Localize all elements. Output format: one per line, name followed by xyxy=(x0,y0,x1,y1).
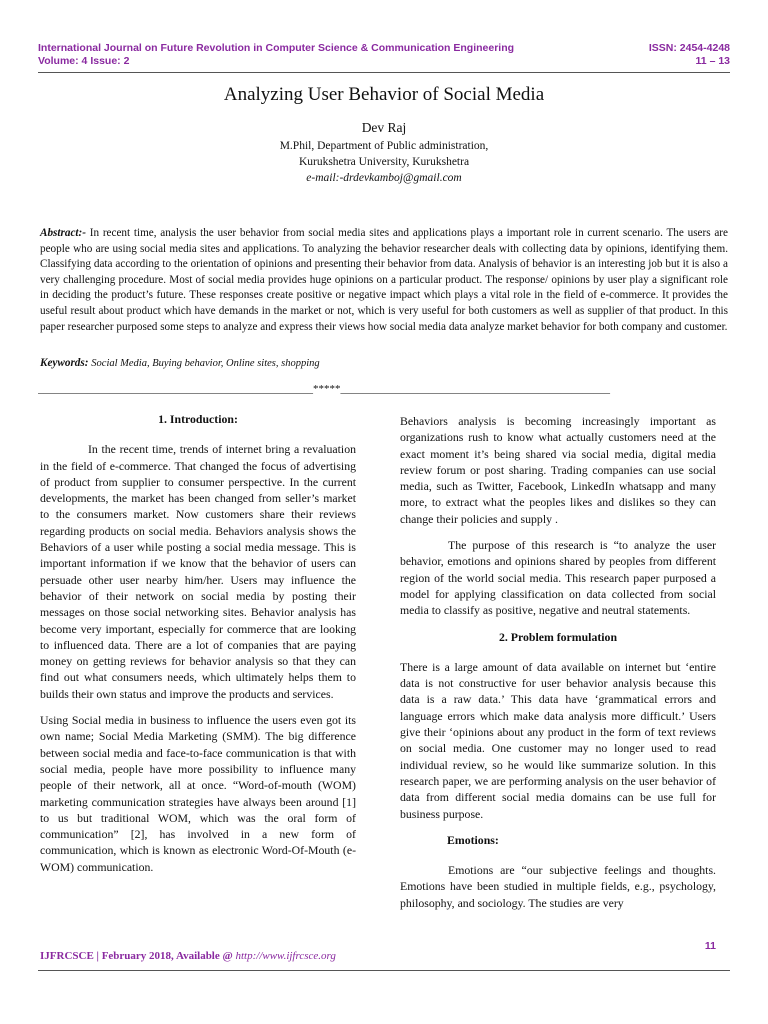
emotions-paragraph: Emotions are “our subjective feelings and thoughts. Emotions have been studied in multiple fields, e.g., psychology, philosophy, and sociology. The studies are very xyxy=(400,863,716,910)
abstract-text: In recent time, analysis the user behavior from social media sites and applications plays a important role in current scenario. The users are people who are using social media sites and applications. To analyzing the behavior researcher deals with collecting data by opinions, identifying them. Classifying data according to the orientation of opinions and presenting their behavior from data. Analysis of behavior is an interesting job but it is also a very challenging procedure. Most of social media provides huge opinions on a particular product. The response/ opinions by user play a significant role in deciding the product’s future. These responses create positive or negative impact which plays a vital role in the field of e-commerce. It provides the useful result about product which have demands in the market or not, which is very useful for both customers as well as supplier of that product. In this paper researcher purposed some steps to analyze and express their views how social media data analyze market behavior for both company and customer. xyxy=(40,227,728,333)
abstract xyxy=(40,226,728,335)
footer xyxy=(40,950,336,962)
footer-rule xyxy=(38,970,730,971)
keywords-label: Keywords: xyxy=(40,357,89,369)
intro-heading: 1. Introduction: xyxy=(158,412,238,426)
page-range: 11 – 13 xyxy=(695,55,730,67)
author-name: Dev Raj xyxy=(361,120,407,135)
author-email: e-mail:-drdevkamboj@gmail.com xyxy=(306,172,462,184)
intro-paragraph-1: In the recent time, trends of internet bring a revaluation in the field of e-commerce. That changed the focus of advertising of product from supplier to consumer perspective. In the current developments, the market has been changed from seller’s market to the consumers market. Now customers share their reviews regarding products on social media. Behaviors analysis shows the Behaviors of a user while posting a social media message. This is important information if we know that the behavior of users can persuade other user nearby him/her. Users may influence the behavior of their network on social media by posting their messages on those social networking sites. Behavior analysis has become very important, especially for commerce that are looking to influenced data. There are a lot of companies that are paying money on getting reviews for behavior analysis so that they can find out what consumers needs, which ultimately helps them to builds their own status and improve the products and services. xyxy=(40,442,356,701)
right-column xyxy=(400,413,716,921)
keywords xyxy=(40,357,728,369)
right-paragraph-2: The purpose of this research is “to analyze the user behavior, emotions and opinions shared by peoples from different region of the world social media. This research paper purposed a model for applying classification on data collected from social media to classify as positive, negative and neutral statements. xyxy=(400,538,716,618)
left-column xyxy=(40,411,356,885)
footer-url-link[interactable]: http://www.ijfrcsce.org xyxy=(235,950,336,962)
author-affiliation-1: M.Phil, Department of Public administration, xyxy=(279,140,489,152)
right-paragraph-1: Behaviors analysis is becoming increasingly important as organizations rush to know what actually customers need at the exact moment it’s being shared via social media, digital media review forum or post sharing. Trading companies can use social media, such as Twitter, Facebook, LinkedIn whatsapp and many more, to extract what the peoples likes and dislikes so they can change their policies and supply . xyxy=(400,414,716,526)
paper-title: Analyzing User Behavior of Social Media xyxy=(223,84,545,105)
footer-text: IJFRCSCE | February 2018, Available @ xyxy=(40,950,236,962)
journal-name: International Journal on Future Revolution in Computer Science & Communication Engineering xyxy=(38,42,515,54)
problem-paragraph: There is a large amount of data available on internet but ‘entire data is not constructive for user behavior analysis because this data is a raw data.’ This data have ‘grammatical errors and language errors which make data analysis more difficult.’ Users give their ‘opinions about any product in the form of text reviews on social media. One customer may no longer used to read individual review, so he would like summarize solution. In this research paper, we are performing analysis on the user behavior of data from different social media domains can be use full for business purpose. xyxy=(400,659,716,821)
volume-issue: Volume: 4 Issue: 2 xyxy=(38,55,130,67)
abstract-label: Abstract:- xyxy=(40,227,86,239)
intro-paragraph-2: Using Social media in business to influence the users even got its own name; Social Media Marketing (SMM). The big difference between social media and face-to-face communication is that with social media, people have more possibility to influence many people of their network, all at once. “Word-of-mouth (WOM) marketing communication strategies have always been around [1] to us but traditional WOM, which was the oral form of communication” [2], has involved in a new form of communication, which is known as electronic Word-Of-Mouth (e-WOM) communication. xyxy=(40,713,356,874)
section-separator: __________________________________________________*****_________________________________________________ xyxy=(38,383,610,395)
author-affiliation-2: Kurukshetra University, Kurukshetra xyxy=(298,156,470,168)
issn: ISSN: 2454-4248 xyxy=(648,42,730,54)
problem-heading: 2. Problem formulation xyxy=(498,629,618,644)
keywords-text: Social Media, Buying behavior, Online sites, shopping xyxy=(91,358,320,369)
emotions-heading: Emotions: xyxy=(447,832,499,847)
header-rule xyxy=(38,72,730,73)
page-number: 11 xyxy=(704,940,716,952)
journal-header xyxy=(38,42,730,68)
